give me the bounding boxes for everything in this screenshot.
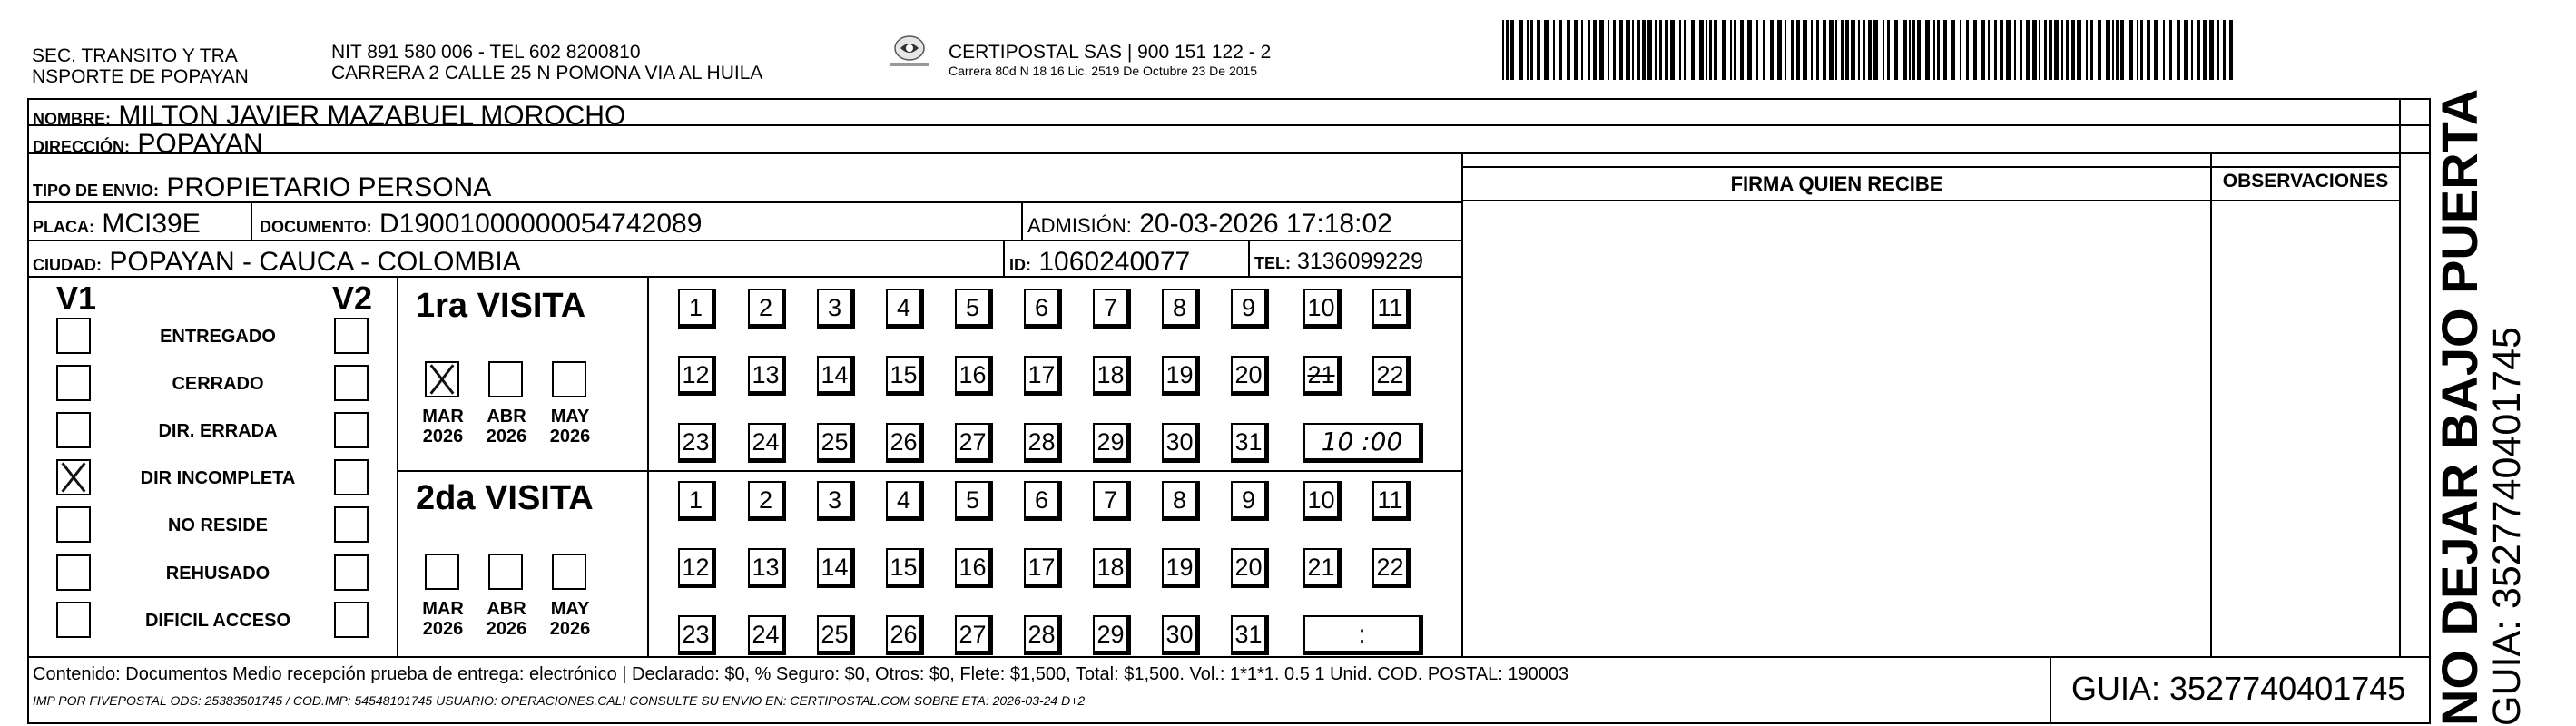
tel-value: 3136099229: [1296, 249, 1423, 274]
first-visit-day[interactable]: 16: [955, 356, 993, 396]
second-visit-day[interactable]: 14: [817, 548, 855, 588]
tipo-envio-row: TIPO DE ENVIO: PROPIETARIO PERSONA: [33, 172, 492, 202]
footer-imp: IMP POR FIVEPOSTAL ODS: 25383501745 / COD.IMP: 54548101745 USUARIO: OPERACIONES.CALI CONSULTE SU ENVIO EN: CERTIPOSTAL.COM SOBRE ETA: 2026-03-24 D+2: [33, 693, 1086, 708]
barcode: [1502, 20, 2237, 82]
second-visit-day[interactable]: 24: [748, 615, 786, 655]
first-visit-day[interactable]: 19: [1162, 356, 1200, 396]
admision-cell: ADMISIÓN: 20-03-2026 17:18:02: [1027, 209, 1392, 239]
second-visit-day[interactable]: 19: [1162, 548, 1200, 588]
first-visit-month-checkbox[interactable]: [552, 361, 586, 397]
nombre-value: MILTON JAVIER MAZABUEL MOROCHO: [118, 101, 626, 131]
status-label: NO RESIDE: [167, 515, 269, 535]
ciudad-value: POPAYAN - CAUCA - COLOMBIA: [109, 247, 521, 277]
id-value: 1060240077: [1038, 247, 1191, 277]
second-visit-time[interactable]: :: [1303, 615, 1423, 655]
first-visit-day[interactable]: 28: [1024, 423, 1062, 463]
second-visit-day[interactable]: 18: [1093, 548, 1131, 588]
footer-contenido: Contenido: Documentos Medio recepción prueba de entrega: electrónico | Declarado: $0, % Seguro: $0, Otros: $0, Flete: $1,500, Total: $1,500. Vol.: 1*1*1. 0.5 1 Unid. COD. POSTAL: 190003: [33, 664, 1569, 684]
first-visit-day[interactable]: 1: [678, 289, 716, 329]
second-visit-title: 2da VISITA: [416, 479, 594, 517]
side-text: [2433, 73, 2551, 726]
first-visit-day[interactable]: 5: [955, 289, 993, 329]
first-visit-day[interactable]: 18: [1093, 356, 1131, 396]
second-visit-month-checkbox[interactable]: [552, 554, 586, 590]
second-visit-day[interactable]: 9: [1231, 481, 1269, 521]
v1-checkbox[interactable]: [56, 506, 91, 543]
signature-area[interactable]: [1463, 201, 2209, 655]
observaciones-header: OBSERVACIONES: [2222, 171, 2389, 191]
v1-checkbox[interactable]: [56, 602, 91, 638]
first-visit-day[interactable]: 2: [748, 289, 786, 329]
status-label: ENTREGADO: [160, 327, 276, 347]
documento-cell: DOCUMENTO: D19001000000054742089: [260, 209, 703, 239]
first-visit-time[interactable]: 10 :00: [1303, 423, 1423, 463]
second-visit-day[interactable]: 3: [817, 481, 855, 521]
no-dejar-warning: NO DEJAR BAJO PUERTA: [2431, 88, 2488, 726]
first-visit-day[interactable]: 3: [817, 289, 855, 329]
second-visit-day[interactable]: 5: [955, 481, 993, 521]
sender-name: SEC. TRANSITO Y TRA NSPORTE DE POPAYAN: [32, 45, 249, 87]
v1-checkbox[interactable]: [56, 318, 91, 354]
sender-info: NIT 891 580 006 - TEL 602 8200810 CARRERA 2 CALLE 25 N POMONA VIA AL HUILA: [331, 42, 763, 83]
direccion-value: POPAYAN: [137, 129, 263, 159]
first-visit-day[interactable]: 30: [1162, 423, 1200, 463]
status-label: CERRADO: [172, 374, 264, 394]
second-visit-day[interactable]: 25: [817, 615, 855, 655]
second-visit-month-label: ABR 2026: [486, 599, 527, 639]
status-label: DIR INCOMPLETA: [140, 468, 296, 488]
id-cell: ID: 1060240077: [1009, 247, 1191, 277]
first-visit-month-checkbox[interactable]: [488, 361, 523, 397]
first-visit-day[interactable]: 17: [1024, 356, 1062, 396]
second-visit-day[interactable]: 27: [955, 615, 993, 655]
first-visit-day[interactable]: 8: [1162, 289, 1200, 329]
second-visit-day[interactable]: 20: [1231, 548, 1269, 588]
direccion-row: DIRECCIÓN: POPAYAN: [33, 129, 263, 159]
v2-checkbox[interactable]: [334, 318, 369, 354]
second-visit-day[interactable]: 1: [678, 481, 716, 521]
nombre-row: NOMBRE: MILTON JAVIER MAZABUEL MOROCHO: [33, 101, 626, 131]
first-visit-day[interactable]: 22: [1372, 356, 1411, 396]
first-visit-day[interactable]: 15: [886, 356, 924, 396]
first-visit-day[interactable]: 12: [678, 356, 716, 396]
second-visit-day[interactable]: 10: [1303, 481, 1342, 521]
v1-checkbox[interactable]: [56, 459, 91, 495]
placa-cell: PLACA: MCI39E: [33, 209, 201, 239]
first-visit-day[interactable]: 21: [1303, 356, 1342, 396]
first-visit-month-label: MAY 2026: [549, 407, 591, 446]
second-visit-day[interactable]: 21: [1303, 548, 1342, 588]
v2-checkbox[interactable]: [334, 506, 369, 543]
first-visit-day[interactable]: 25: [817, 423, 855, 463]
tipo-envio-value: PROPIETARIO PERSONA: [166, 172, 492, 202]
status-label: DIR. ERRADA: [158, 421, 278, 441]
v2-checkbox[interactable]: [334, 554, 369, 591]
first-visit-month-label: ABR 2026: [486, 407, 527, 446]
status-label: DIFICIL ACCESO: [144, 611, 290, 631]
first-visit-day[interactable]: 24: [748, 423, 786, 463]
v1-checkbox[interactable]: [56, 412, 91, 448]
second-visit-day[interactable]: 30: [1162, 615, 1200, 655]
first-visit-day[interactable]: 7: [1093, 289, 1131, 329]
second-visit-day[interactable]: 28: [1024, 615, 1062, 655]
v2-checkbox[interactable]: [334, 365, 369, 401]
first-visit-day[interactable]: 27: [955, 423, 993, 463]
second-visit-day[interactable]: 11: [1372, 481, 1411, 521]
second-visit-day[interactable]: 17: [1024, 548, 1062, 588]
admision-value: 20-03-2026 17:18:02: [1139, 209, 1392, 239]
v1-checkbox[interactable]: [56, 365, 91, 401]
v2-checkbox[interactable]: [334, 602, 369, 638]
first-visit-day[interactable]: 9: [1231, 289, 1269, 329]
second-visit-day[interactable]: 22: [1372, 548, 1411, 588]
second-visit-month-label: MAY 2026: [549, 599, 591, 639]
v1-label: V1: [56, 280, 97, 317]
first-visit-month-checkbox[interactable]: [425, 361, 459, 397]
first-visit-day[interactable]: 29: [1093, 423, 1131, 463]
first-visit-day[interactable]: 6: [1024, 289, 1062, 329]
placa-value: MCI39E: [102, 209, 201, 239]
first-visit-day[interactable]: 26: [886, 423, 924, 463]
courier-info: CERTIPOSTAL SAS | 900 151 122 - 2 Carrera 80d N 18 16 Lic. 2519 De Octubre 23 De 2015: [949, 42, 1272, 78]
first-visit-day[interactable]: 20: [1231, 356, 1269, 396]
second-visit-day[interactable]: 4: [886, 481, 924, 521]
status-label: REHUSADO: [165, 564, 270, 584]
second-visit-day[interactable]: 29: [1093, 615, 1131, 655]
side-guia: GUIA: 3527740401745: [2485, 327, 2529, 726]
documento-value: D19001000000054742089: [379, 209, 703, 239]
second-visit-day[interactable]: 7: [1093, 481, 1131, 521]
observations-area[interactable]: [2212, 201, 2398, 655]
second-visit-day[interactable]: 16: [955, 548, 993, 588]
second-visit-day[interactable]: 13: [748, 548, 786, 588]
second-visit-day[interactable]: 12: [678, 548, 716, 588]
ciudad-cell: CIUDAD: POPAYAN - CAUCA - COLOMBIA: [33, 247, 521, 277]
v2-label: V2: [332, 280, 373, 317]
first-visit-title: 1ra VISITA: [416, 287, 586, 325]
second-visit-day[interactable]: 15: [886, 548, 924, 588]
v2-checkbox[interactable]: [334, 459, 369, 495]
second-visit-day[interactable]: 23: [678, 615, 716, 655]
second-visit-month-label: MAR 2026: [422, 599, 464, 639]
first-visit-day[interactable]: 10: [1303, 289, 1342, 329]
second-visit-month-checkbox[interactable]: [488, 554, 523, 590]
first-visit-day[interactable]: 31: [1231, 423, 1269, 463]
second-visit-day[interactable]: 6: [1024, 481, 1062, 521]
second-visit-month-checkbox[interactable]: [425, 554, 459, 590]
first-visit-day[interactable]: 4: [886, 289, 924, 329]
second-visit-day[interactable]: 8: [1162, 481, 1200, 521]
footer-guia: GUIA: 3527740401745: [2071, 670, 2406, 707]
second-visit-day[interactable]: 31: [1231, 615, 1269, 655]
v2-checkbox[interactable]: [334, 412, 369, 448]
tel-cell: TEL: 3136099229: [1254, 249, 1423, 274]
v1-checkbox[interactable]: [56, 554, 91, 591]
first-visit-month-label: MAR 2026: [422, 407, 464, 446]
certipostal-logo-icon: [890, 33, 929, 67]
second-visit-day[interactable]: 2: [748, 481, 786, 521]
first-visit-day[interactable]: 23: [678, 423, 716, 463]
second-visit-day[interactable]: 26: [886, 615, 924, 655]
first-visit-day[interactable]: 13: [748, 356, 786, 396]
firma-header: FIRMA QUIEN RECIBE: [1730, 172, 1943, 195]
first-visit-day[interactable]: 14: [817, 356, 855, 396]
first-visit-day[interactable]: 11: [1372, 289, 1411, 329]
